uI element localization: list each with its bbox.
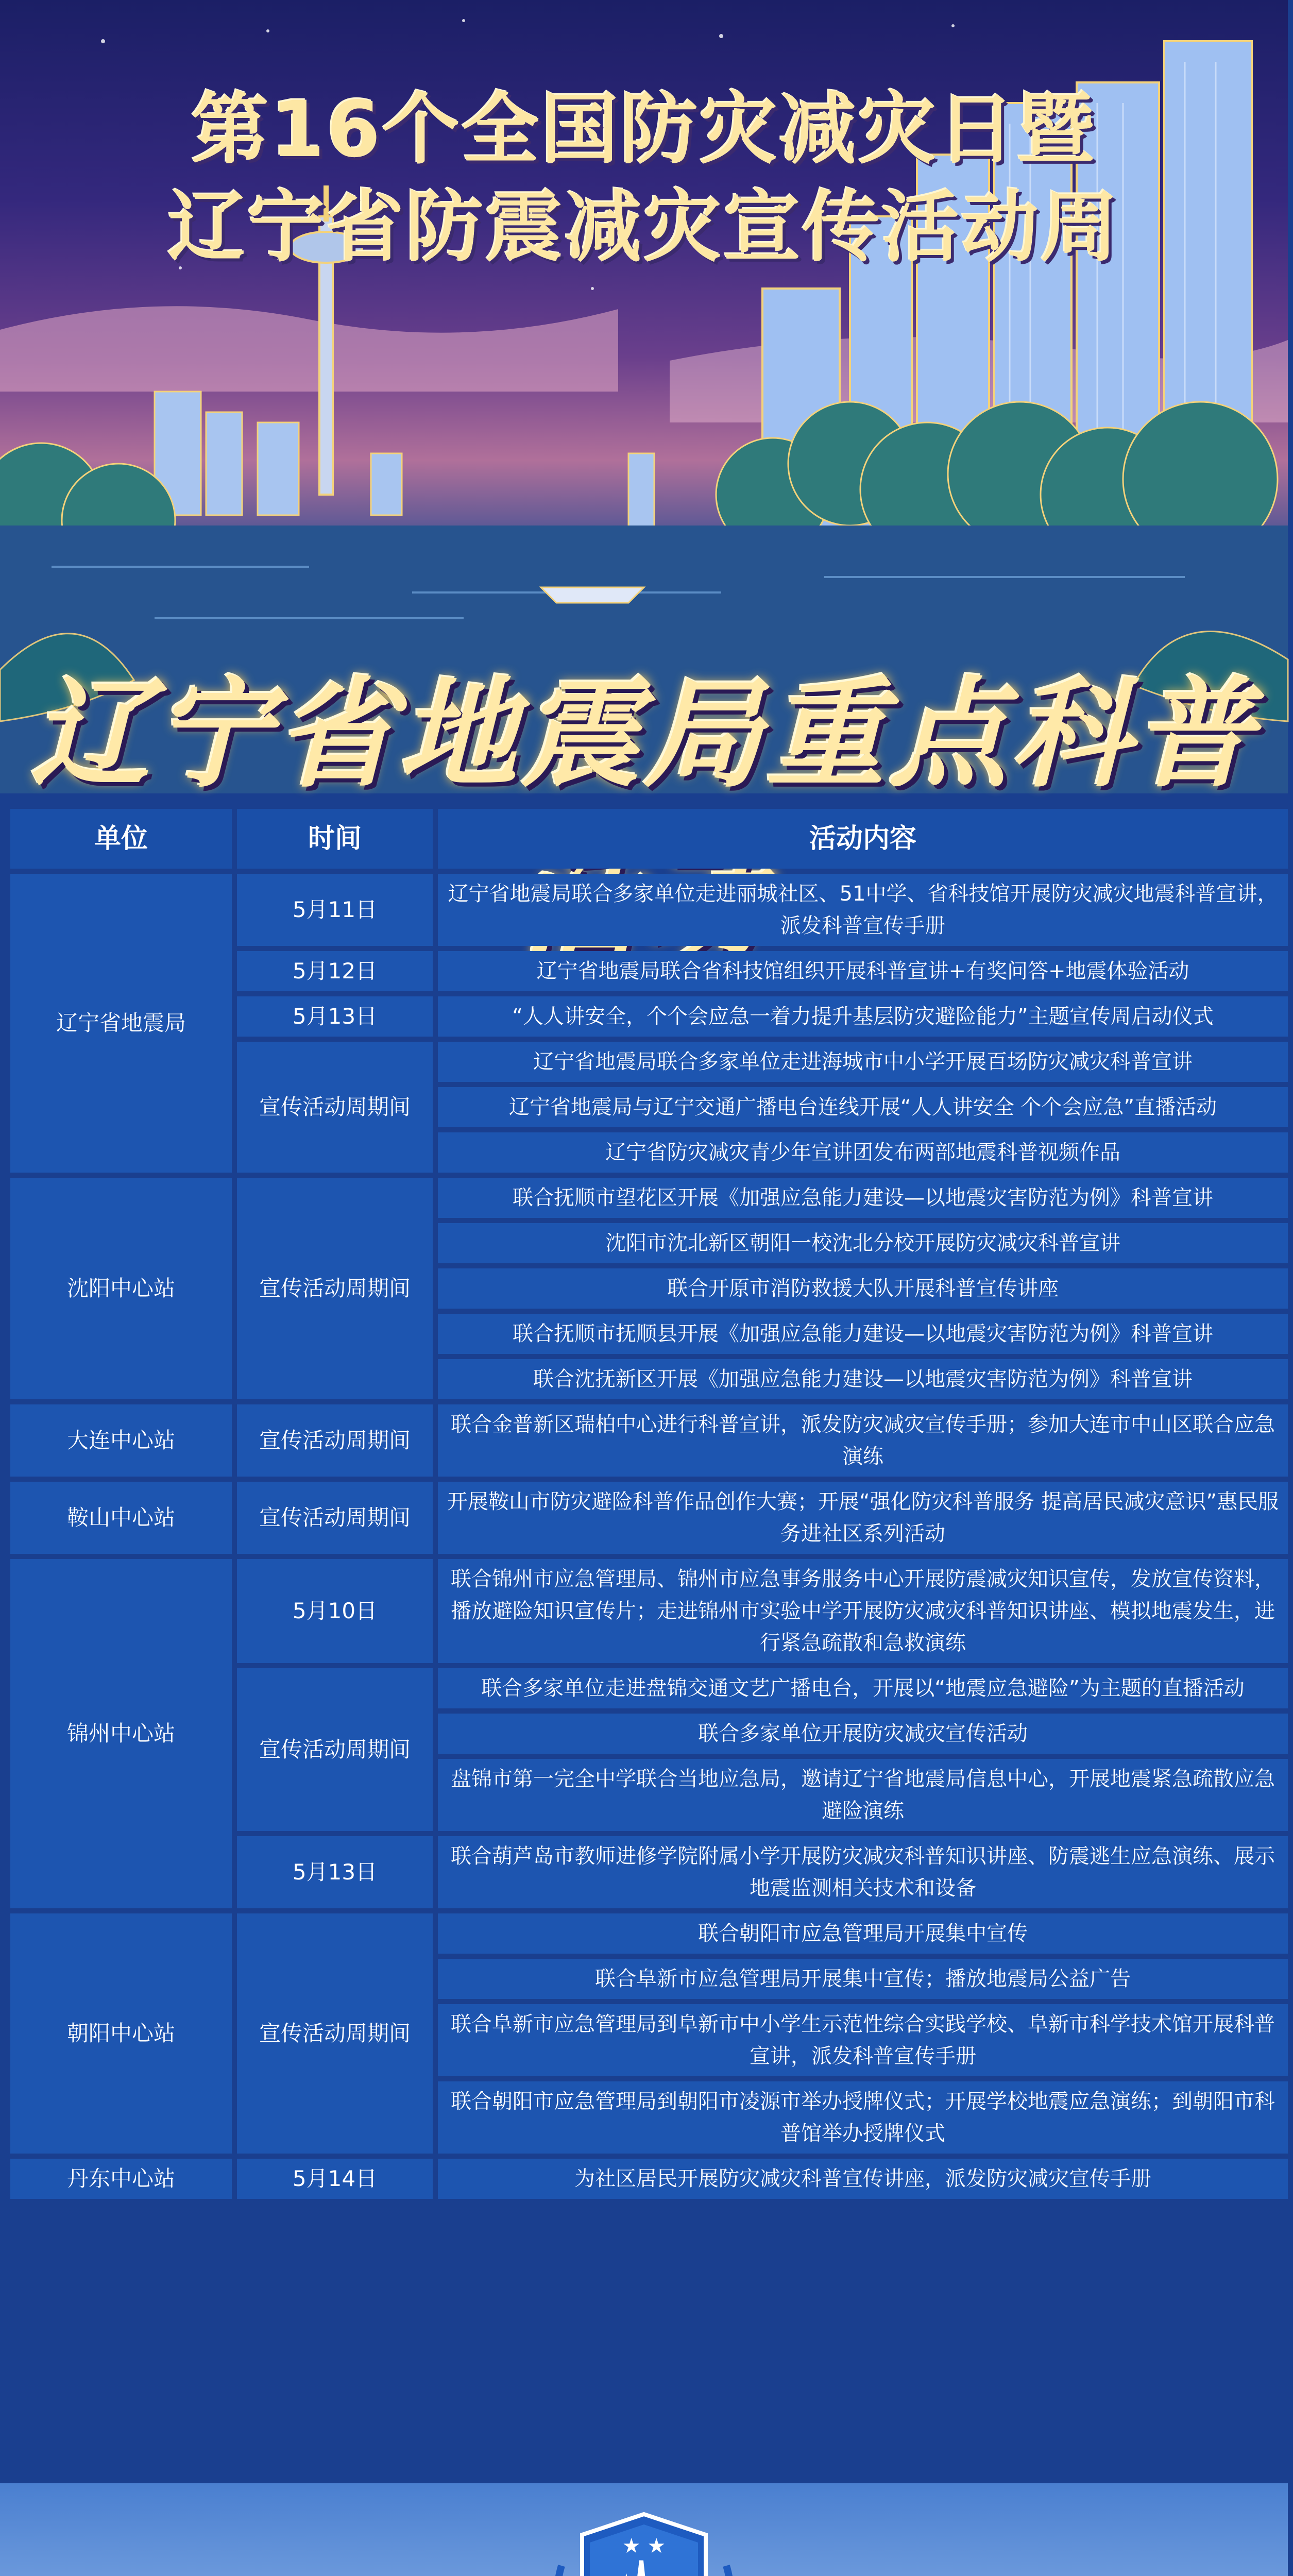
time-cell: 宣传活动周期间 [237, 1668, 433, 1831]
content-cell: 联合抚顺市望花区开展《加强应急能力建设—以地震灾害防范为例》科普宣讲 [438, 1178, 1288, 1218]
svg-text:★ ★: ★ ★ [622, 2534, 666, 2558]
activity-table-container [5, 809, 1283, 2204]
hero-banner [0, 0, 1288, 804]
content-cell: 联合金普新区瑞柏中心进行科普宣讲，派发防灾减灾宣传手册；参加大连市中山区联合应急演练 [438, 1404, 1288, 1477]
content-cell: 联合多家单位走进盘锦交通文艺广播电台，开展以“地震应急避险”为主题的直播活动 [438, 1668, 1288, 1708]
content-cell: 联合葫芦岛市教师进修学院附属小学开展防灾减灾科普知识讲座、防震逃生应急演练、展示地震监测相关技术和设备 [438, 1836, 1288, 1908]
table-row [10, 1482, 1288, 1554]
time-cell: 5月10日 [237, 1559, 433, 1663]
content-cell: 辽宁省地震局联合省科技馆组织开展科普宣讲+有奖问答+地震体验活动 [438, 951, 1288, 991]
activity-table [5, 804, 1293, 2204]
unit-cell: 锦州中心站 [10, 1559, 232, 1908]
section-subtitle: 辽宁省地震局重点科普 [31, 666, 1257, 804]
content-cell: 联合阜新市应急管理局开展集中宣传；播放地震局公益广告 [438, 1959, 1288, 1999]
table-row [10, 1913, 1288, 1954]
table-row [10, 874, 1288, 946]
content-cell: 辽宁省地震局与辽宁交通广播电台连线开展“人人讲安全 个个会应急”直播活动 [438, 1087, 1288, 1127]
content-cell: 联合抚顺市抚顺县开展《加强应急能力建设—以地震灾害防范为例》科普宣讲 [438, 1314, 1288, 1354]
time-cell: 5月14日 [237, 2159, 433, 2199]
table-row [10, 1559, 1288, 1663]
unit-cell: 朝阳中心站 [10, 1913, 232, 2154]
content-cell: 开展鞍山市防灾避险科普作品创作大赛；开展“强化防灾科普服务 提高居民减灾意识”惠民服务进社区系列活动 [438, 1482, 1288, 1554]
content-cell: 盘锦市第一完全中学联合当地应急局，邀请辽宁省地震局信息中心，开展地震紧急疏散应急避险演练 [438, 1759, 1288, 1831]
content-cell: 沈阳市沈北新区朝阳一校沈北分校开展防灾减灾科普宣讲 [438, 1223, 1288, 1263]
content-cell: 联合沈抚新区开展《加强应急能力建设—以地震灾害防范为例》科普宣讲 [438, 1359, 1288, 1399]
unit-cell: 沈阳中心站 [10, 1178, 232, 1399]
footer [0, 2483, 1288, 2576]
content-cell: 联合朝阳市应急管理局到朝阳市凌源市举办授牌仪式；开展学校地震应急演练；到朝阳市科普馆举办授牌仪式 [438, 2081, 1288, 2154]
content-cell: 联合开原市消防救援大队开展科普宣传讲座 [438, 1268, 1288, 1309]
content-cell: 辽宁省地震局联合多家单位走进海城市中小学开展百场防灾减灾科普宣讲 [438, 1042, 1288, 1082]
time-cell: 宣传活动周期间 [237, 1482, 433, 1554]
content-cell: 联合多家单位开展防灾减灾宣传活动 [438, 1714, 1288, 1754]
content-cell: “人人讲安全，个个会应急一着力提升基层防灾避险能力”主题宣传周启动仪式 [438, 996, 1288, 1037]
unit-cell: 鞍山中心站 [10, 1482, 232, 1554]
time-cell: 5月13日 [237, 996, 433, 1037]
header-time: 时间 [237, 809, 433, 869]
content-cell: 联合朝阳市应急管理局开展集中宣传 [438, 1913, 1288, 1954]
time-cell: 宣传活动周期间 [237, 1404, 433, 1477]
content-cell: 辽宁省地震局联合多家单位走进丽城社区、51中学、省科技馆开展防灾减灾地震科普宣讲，派发科普宣传手册 [438, 874, 1288, 946]
table-header-row [10, 809, 1288, 869]
unit-cell: 丹东中心站 [10, 2159, 232, 2199]
content-cell: 联合锦州市应急管理局、锦州市应急事务服务中心开展防震减灾知识宣传，发放宣传资料，播放避险知识宣传片；走进锦州市实验中学开展防灾减灾科普知识讲座、模拟地震发生，进行紧急疏散和急救演练 [438, 1559, 1288, 1663]
table-row [10, 1178, 1288, 1218]
main-title-line1: 第16个全国防灾减灾日暨 [191, 85, 1097, 175]
table-row [10, 1404, 1288, 1477]
header-unit: 单位 [10, 809, 232, 869]
header-content: 活动内容 [438, 809, 1288, 869]
time-cell: 宣传活动周期间 [237, 1042, 433, 1173]
unit-cell: 大连中心站 [10, 1404, 232, 1477]
agency-logo-icon [541, 2504, 747, 2576]
table-row [10, 2159, 1288, 2199]
time-cell: 宣传活动周期间 [237, 1913, 433, 2154]
unit-cell: 辽宁省地震局 [10, 874, 232, 1173]
time-cell: 5月12日 [237, 951, 433, 991]
content-cell: 为社区居民开展防灾减灾科普宣传讲座，派发防灾减灾宣传手册 [438, 2159, 1288, 2199]
content-cell: 联合阜新市应急管理局到阜新市中小学生示范性综合实践学校、阜新市科学技术馆开展科普宣讲，派发科普宣传手册 [438, 2004, 1288, 2076]
time-cell: 5月11日 [237, 874, 433, 946]
time-cell: 5月13日 [237, 1836, 433, 1908]
time-cell: 宣传活动周期间 [237, 1178, 433, 1399]
content-cell: 辽宁省防灾减灾青少年宣讲团发布两部地震科普视频作品 [438, 1132, 1288, 1173]
main-title-line2: 辽宁省防震减灾宣传活动周 [167, 183, 1120, 273]
